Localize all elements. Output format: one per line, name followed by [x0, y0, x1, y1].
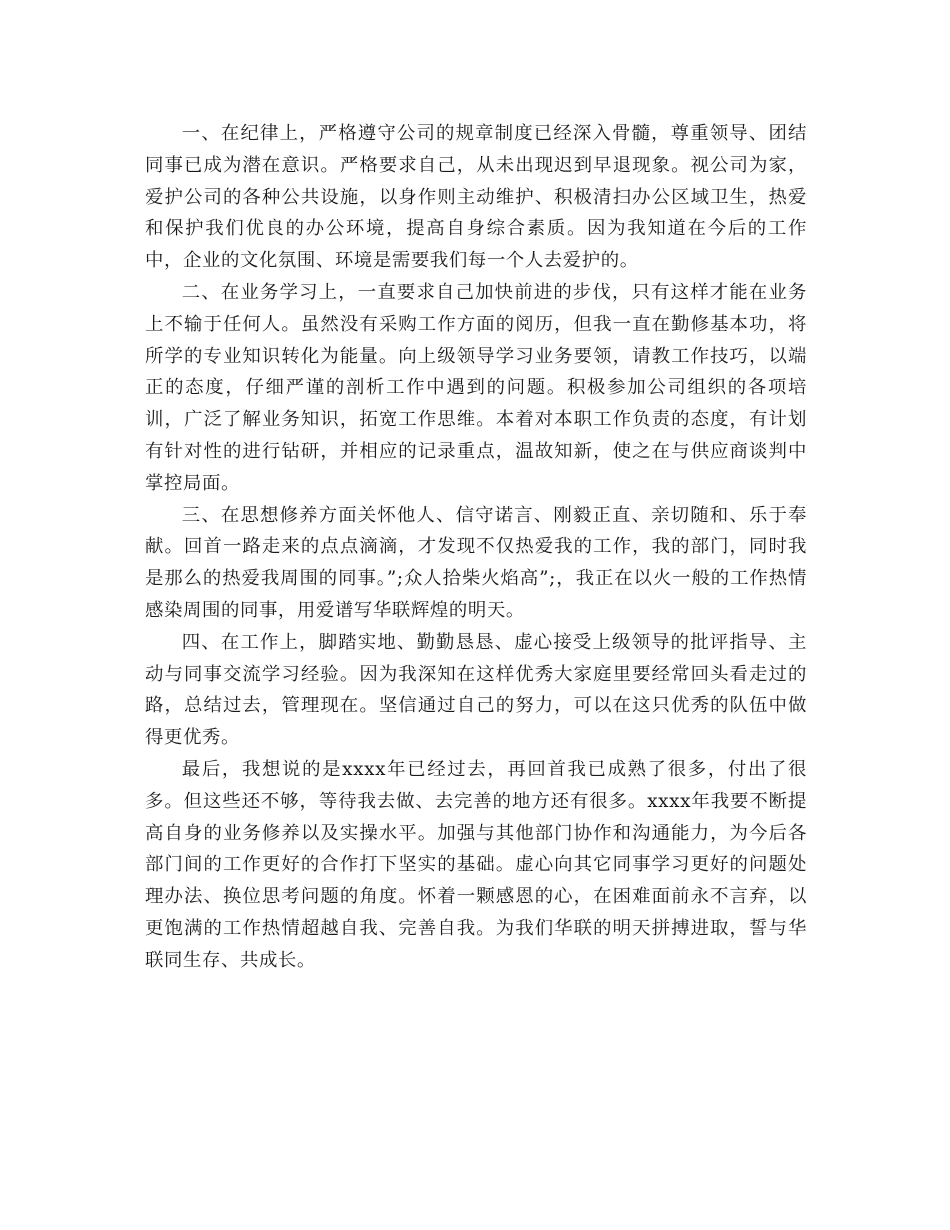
document-body	[145, 118, 807, 977]
paragraph-conclusion: 最后，我想说的是xxxx年已经过去，再回首我已成熟了很多，付出了很多。但这些还不够，等待我去做、去完善的地方还有很多。xxxx年我要不断提高自身的业务修养以及实操水平。加强与其他部门协作和沟通能力，为今后各部门间的工作更好的合作打下坚实的基础。虚心向其它同事学习更好的问题处理办法、换位思考问题的角度。怀着一颗感恩的心，在困难面前永不言弃，以更饱满的工作热情超越自我、完善自我。为我们华联的明天拼搏进取，誓与华联同生存、共成长。	[145, 758, 807, 971]
paragraph-discipline: 一、在纪律上，严格遵守公司的规章制度已经深入骨髓，尊重领导、团结同事已成为潜在意识。严格要求自己，从未出现迟到早退现象。视公司为家，爱护公司的各种公共设施，以身作则主动维护、积极清扫办公区域卫生，热爱和保护我们优良的办公环境，提高自身综合素质。因为我知道在今后的工作中，企业的文化氛围、环境是需要我们每一个人去爱护的。	[145, 123, 807, 272]
paragraph-business-study: 二、在业务学习上，一直要求自己加快前进的步伐，只有这样才能在业务上不输于任何人。虽然没有采购工作方面的阅历，但我一直在勤修基本功，将所学的专业知识转化为能量。向上级领导学习业务要领，请教工作技巧，以端正的态度，仔细严谨的剖析工作中遇到的问题。积极参加公司组织的各项培训，广泛了解业务知识，拓宽工作思维。本着对本职工作负责的态度，有计划有针对性的进行钻研，并相应的记录重点，温故知新，使之在与供应商谈判中掌控局面。	[145, 281, 807, 494]
paragraph-ideological-cultivation: 三、在思想修养方面关怀他人、信守诺言、刚毅正直、亲切随和、乐于奉献。回首一路走来的点点滴滴，才发现不仅热爱我的工作，我的部门，同时我是那么的热爱我周围的同事。”;众人拾柴火焰高”;，我正在以火一般的工作热情感染周围的同事，用爱谱写华联辉煌的明天。	[145, 504, 807, 621]
paragraph-work: 四、在工作上，脚踏实地、勤勤恳恳、虚心接受上级领导的批评指导、主动与同事交流学习经验。因为我深知在这样优秀大家庭里要经常回头看走过的路，总结过去，管理现在。坚信通过自己的努力，可以在这只优秀的队伍中做得更优秀。	[145, 631, 807, 749]
